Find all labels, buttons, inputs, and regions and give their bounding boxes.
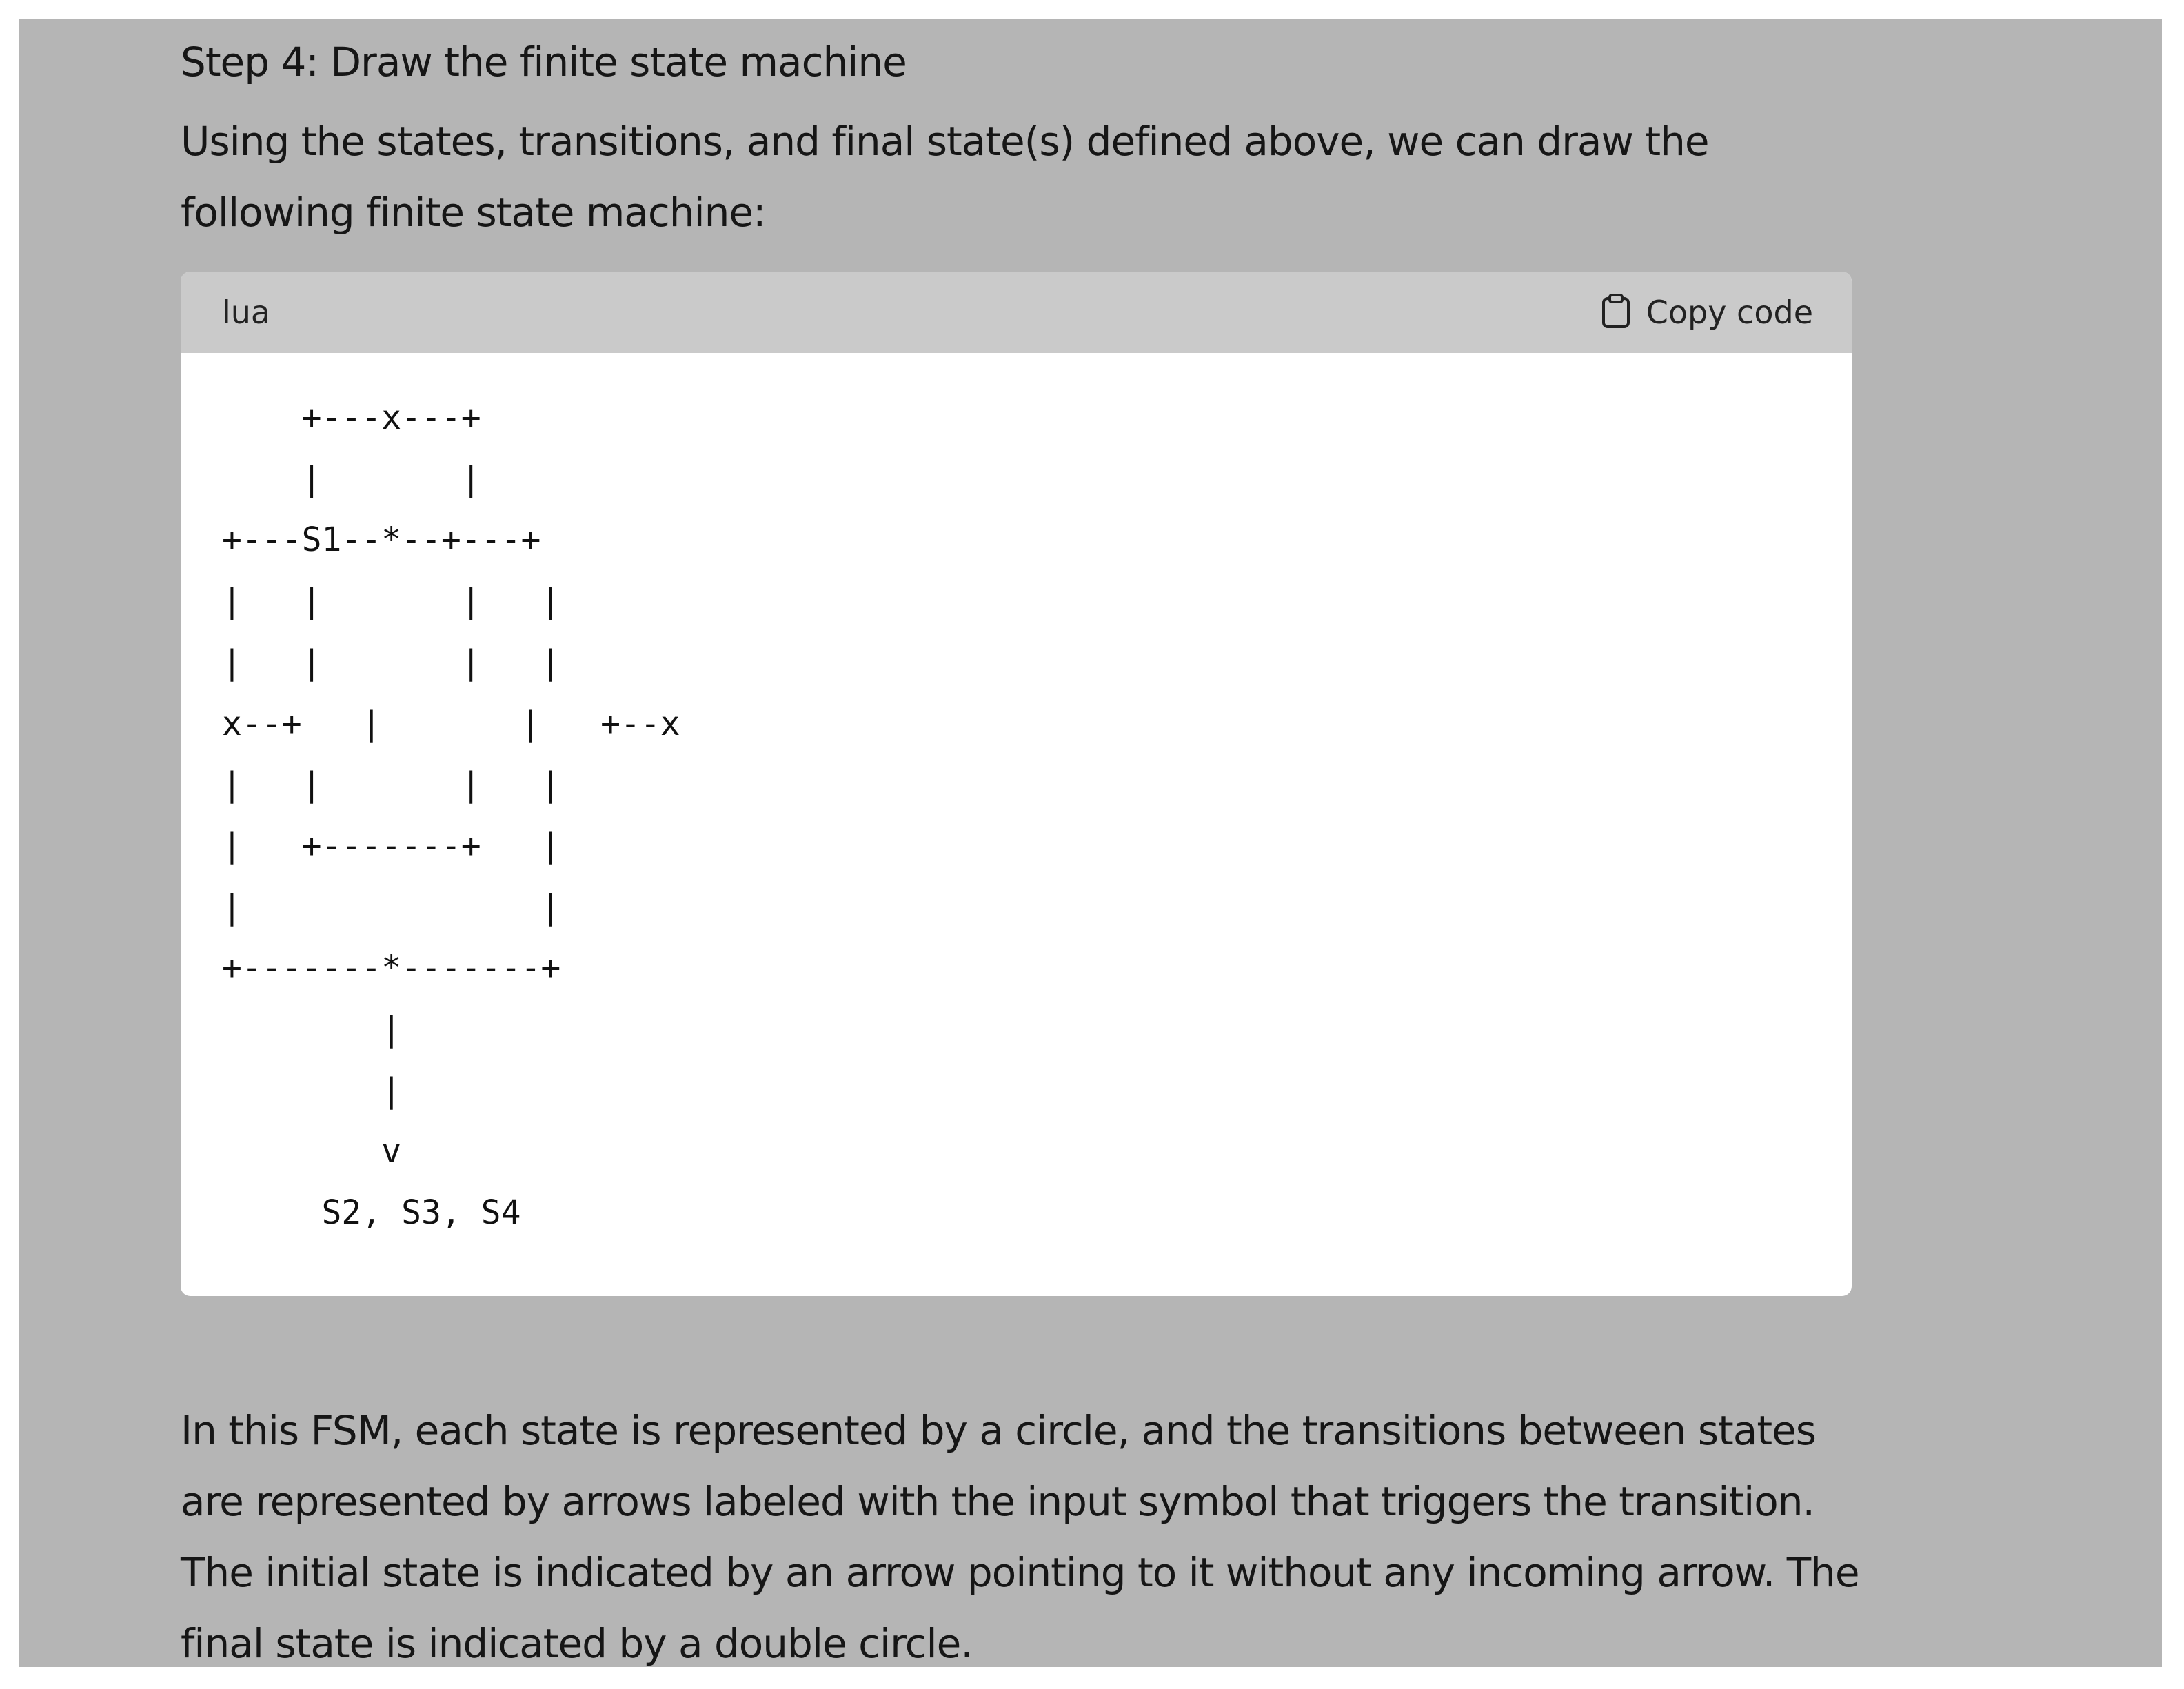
code-content — [222, 387, 680, 1244]
code-line: +-------*-------+ — [222, 949, 561, 988]
chat-response — [19, 19, 2162, 1667]
clipboard-icon — [1601, 293, 1631, 332]
code-line: | +-------+ | — [222, 826, 561, 865]
code-line: | | | | — [222, 582, 561, 621]
code-line: x--+ | | +--x — [222, 704, 680, 743]
code-line: | — [222, 1010, 402, 1049]
code-line: | — [222, 1071, 402, 1110]
code-line: | | — [222, 887, 561, 927]
copy-code-button[interactable] — [1601, 287, 1813, 338]
code-line: | | — [222, 459, 481, 498]
code-line: v — [222, 1132, 402, 1171]
code-line: | | | | — [222, 765, 561, 805]
intro-paragraph: Using the states, transitions, and final state(s) defined above, we can draw the following finite state machine: — [181, 118, 1709, 236]
explanation-paragraph: In this FSM, each state is represented by a circle, and the transitions between states are represented by arrows labeled with the input symbol that triggers the transition. The initial state is indicated by an arrow pointing to it without any incoming arrow. The final state is indicated by a double circle. — [181, 1407, 1859, 1667]
code-line: +---S1--*--+---+ — [222, 520, 541, 560]
code-language-label: lua — [222, 294, 271, 331]
code-line: +---x---+ — [222, 398, 481, 437]
copy-code-label: Copy code — [1646, 294, 1813, 331]
code-block-header — [181, 272, 1852, 353]
step-heading: Step 4: Draw the finite state machine — [181, 39, 907, 85]
code-line: S2, S3, S4 — [222, 1193, 521, 1233]
code-line: | | | | — [222, 643, 561, 682]
code-block — [181, 272, 1852, 1296]
